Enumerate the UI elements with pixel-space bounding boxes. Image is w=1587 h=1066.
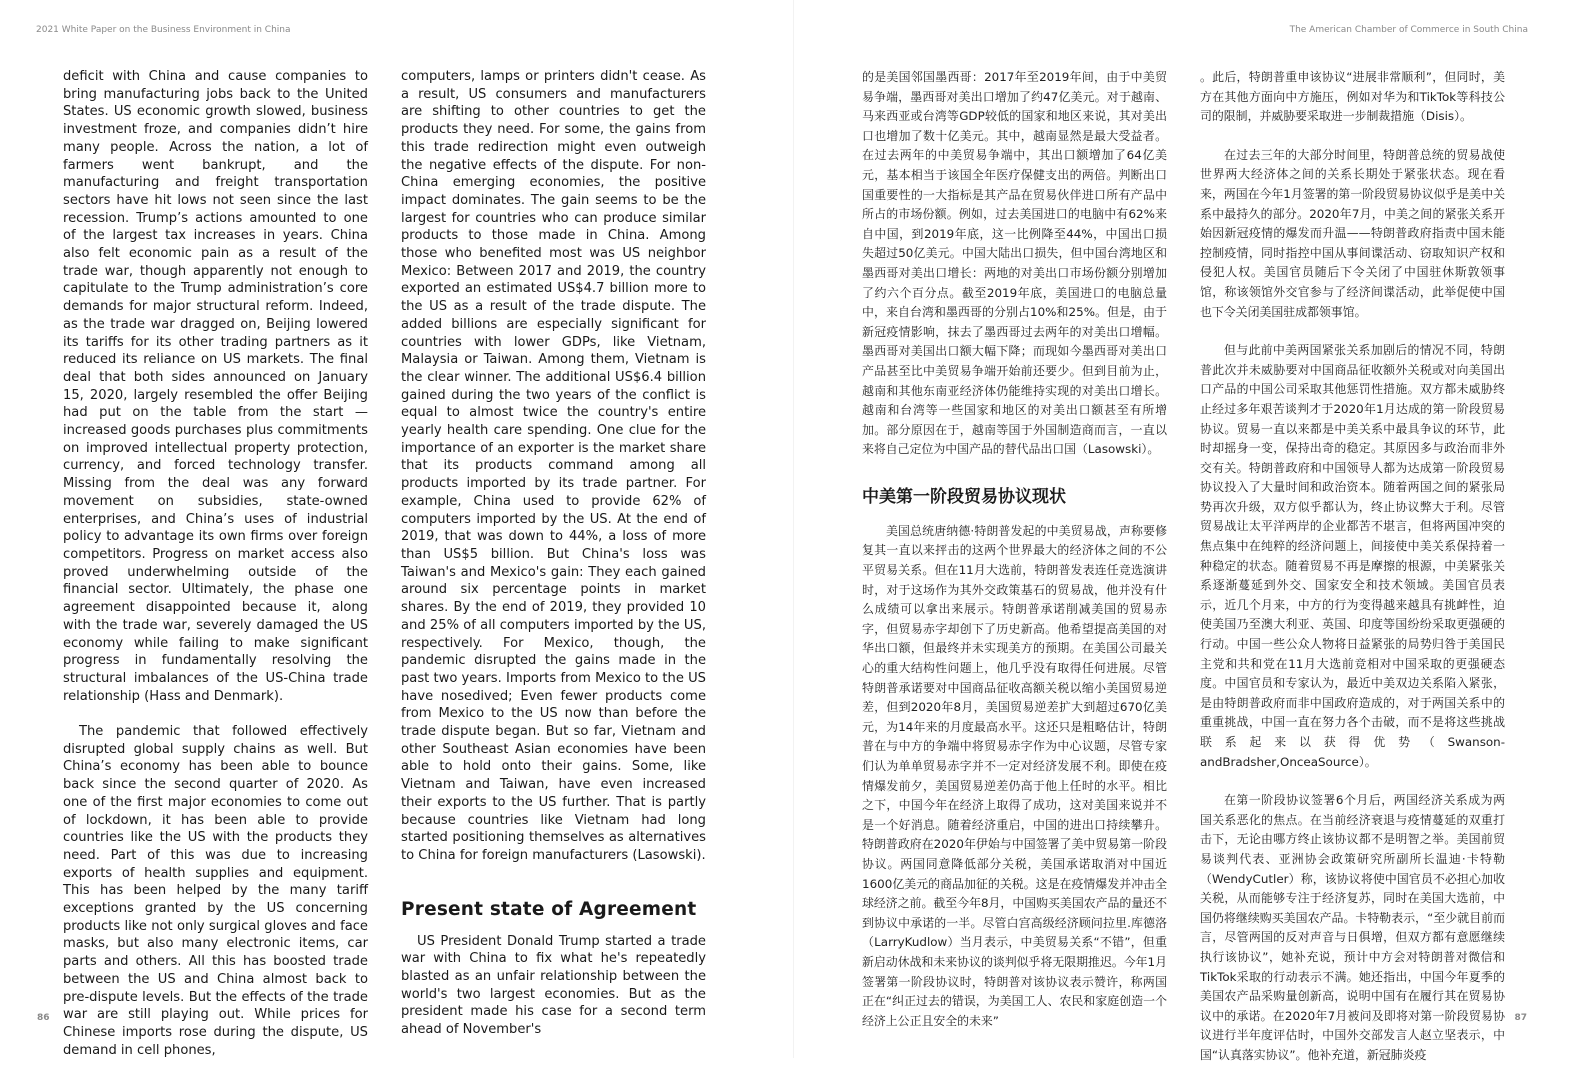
paragraph: 在过去三年的大部分时间里，特朗普总统的贸易战使世界两大经济体之间的关系长期处于紧张状态。现在看来，两国在今年1月签署的第一阶段贸易协议似乎是美中关系中最持久的部分。2020年7月，中美之间的紧张关系开始因新冠疫情的爆发而升温——特朗普政府指责中国未能控制疫情，同时指控中国从事间谍活动、窃取知识产权和侵犯人权。美国官员随后下令关闭了中国驻休斯敦领事馆，称该领馆外交官参与了经济间谍活动，此举促使中国也下令关闭美国驻成都领事馆。	[1200, 147, 1505, 319]
section-heading: 中美第一阶段贸易协议现状	[862, 486, 1066, 507]
paragraph: 美国总统唐纳德·特朗普发起的中美贸易战，声称要修复其一直以来抨击的这两个世界最大的经济体之间的不公平贸易关系。但在11月大选前，特朗普发表连任竞选演讲时，对于这场作为其外交政策基石的贸易战，他并没有什么成绩可以拿出来展示。特朗普承诺削减美国的贸易赤字，但贸易赤字却创下了历史新高。他希望提高美国的对华出口额，但最终并未实现美方的预期。在美国公司最关心的重大结构性问题上，他几乎没有取得任何进展。尽管特朗普承诺要对中国商品征收高额关税以缩小美国贸易逆差，但到2020年8月，美国贸易逆差扩大到超过670亿美元，为14年来的月度最高水平。这还只是粗略估计，特朗普在与中方的争端中将贸易赤字作为中心议题，尽管专家们认为单单贸易赤字并不一定对经济发展不利。即使在疫情爆发前夕，美国贸易逆差仍高于他上任时的水平。相比之下，中国今年在经济上取得了成功，这对美国来说并不是一个好消息。随着经济重启，中国的进出口持续攀升。特朗普政府在2020年伊始与中国签署了美中贸易第一阶段协议。两国同意降低部分关税，美国承诺取消对中国近1600亿美元的商品加征的关税。这是在疫情爆发并冲击全球经济之前。截至今年8月，中国购买美国农产品的量还不到协议中承诺的一半。尽管白宫高级经济顾问拉里.库德洛（LarryKudlow）当月表示，中美贸易关系“不错”，但重新启动休战和未来协议的谈判似乎将无限期推迟。今年1月签署第一阶段协议时，特朗普对该协议表示赞许，称两国正在“纠正过去的错误，为美国工人、农民和家庭创造一个经济上公正且安全的未来”	[862, 523, 1167, 1028]
paragraph: 。此后，特朗普重申该协议“进展非常顺利”，但同时，美方在其他方面向中方施压，例如对华为和TikTok等科技公司的限制，并威胁要采取进一步制裁措施（Disis）。	[1200, 70, 1505, 124]
paragraph: 但与此前中美两国紧张关系加剧后的情况不同，特朗普此次并未威胁要对中国商品征收额外关税或对向美国出口产品的中国公司采取其他惩罚性措施。双方都未威胁终止经过多年艰苦谈判才于2020年1月达成的第一阶段贸易协议。贸易一直以来都是中美关系中最具争议的环节，此时却摇身一变，保持出奇的稳定。其原因多与政治而非外交有关。特朗普政府和中国领导人都为达成第一阶段贸易协议投入了大量时间和政治资本。随着两国之间的紧张局势再次升级，双方似乎都认为，终止协议弊大于利。尽管贸易战让太平洋两岸的企业都苦不堪言，但将两国冲突的焦点集中在纯粹的经济问题上，间接使中美关系保持着一种稳定的状态。随着贸易不再是摩擦的根源，中美紧张关系逐渐蔓延到外交、国家安全和技术领域。美国官员表示，近几个月来，中方的行为变得越来越具有挑衅性，迫使美国乃至澳大利亚、英国、印度等国纷纷采取更强硬的行动。中国一些公众人物将日益紧张的局势归咎于美国民主党和共和党在11月大选前竞相对中国采取的更强硬态度。中国官员和专家认为，最近中美双边关系陷入紧张，是由特朗普政府而非中国政府造成的，对于两国关系中的重重挑战，中国一直在努力各个击破，而不是将这些挑战联系起来以获得优势（Swanson-andBradsher,OnceaSource）。	[1200, 343, 1505, 769]
running-head-left: 2021 White Paper on the Business Environment in China	[36, 25, 291, 35]
right-column-1	[862, 68, 1167, 1031]
paragraph: deficit with China and cause companies to bring manufacturing jobs back to the United States. US economic growth slowed, business investment froze, and companies didn’t hire many people. Across the nation, a lot of farmers went bankrupt, and the manufacturing and freight transportation sectors have hit lows not seen since the last recession. Trump’s actions amounted to one of the largest tax increases in years. China also felt economic pain as a result of the trade war, though apparently not enough to capitulate to the Trump administration’s core demands for major structural reform. Indeed, as the trade war dragged on, Beijing lowered its tariffs for its other trading partners as it reduced its reliance on US markets. The final deal that both sides announced on January 15, 2020, largely resembled the offer Beijing had put on the table from the start — increased goods purchases plus commitments on improved intellectual property protection, currency, and forced technology transfer. Missing from the deal was any forward movement on subsidies, state-owned enterprises, and China’s uses of industrial policy to advantage its own firms over foreign competitors. Progress on market access also proved underwhelming outside of the financial sector. Ultimately, the phase one agreement disappointed because it, along with the trade war, severely damaged the US economy while failing to make significant progress in fundamentally resolving the structural imbalances of the US-China trade relationship (Hass and Denmark).	[63, 69, 368, 704]
page-number-right: 87	[1514, 1013, 1527, 1023]
left-column-1	[63, 68, 368, 1059]
paragraph: 的是美国邻国墨西哥：2017年至2019年间，由于中美贸易争端，墨西哥对美出口增加了约47亿美元。对于越南、马来西亚或台湾等GDP较低的国家和地区来说，其对美出口也增加了数十亿美元。其中，越南显然是最大受益者。在过去两年的中美贸易争端中，其出口额增加了64亿美元，基本相当于该国全年医疗保健支出的两倍。判断出口国重要性的一大指标是其产品在贸易伙伴进口所有产品中所占的市场份额。例如，过去美国进口的电脑中有62%来自中国，到2019年底，这一比例降至44%，中国出口损失超过50亿美元。中国大陆出口损失，但中国台湾地区和墨西哥对美出口增长：两地的对美出口市场份额分别增加了约六个百分点。截至2019年底，美国进口的电脑总量中，来自台湾和墨西哥的分别占10%和25%。但是，由于新冠疫情影响，抹去了墨西哥过去两年的对美出口增幅。墨西哥对美国出口额大幅下降；而现如今墨西哥对美出口产品甚至比中美贸易争端开始前还要少。但到目前为止，越南和其他东南亚经济体仍能维持实现的对美出口增长。越南和台湾等一些国家和地区的对美出口额甚至有所增加。部分原因在于，越南等国于外国制造商而言，一直以来将自己定位为中国产品的替代品出口国（Lasowski）。	[862, 70, 1167, 457]
paragraph: 在第一阶段协议签署6个月后，两国经济关系成为两国关系恶化的焦点。在当前经济衰退与疫情蔓延的双重打击下，无论由哪方终止该协议都不是明智之举。美国前贸易谈判代表、亚洲协会政策研究所副所长温迪·卡特勒（WendyCutler）称，该协议将使中国官员不必担心加收关税，从而能够专注于经济复苏，同时在美国大选前，中国仍将继续购买美国农产品。卡特勒表示，“至少就目前而言，尽管两国的反对声音与日俱增，但双方都有意愿继续执行该协议”，她补充说，预计中方会对特朗普对微信和TikTok采取的行动表示不满。她还指出，中国今年夏季的美国农产品采购量创新高，说明中国有在履行其在贸易协议中的承诺。在2020年7月被问及即将对第一阶段贸易协议进行半年度评估时，中国外交部发言人赵立坚表示，中国“认真落实协议”。他补充道，新冠肺炎疫	[1200, 793, 1505, 1062]
paragraph: US President Donald Trump started a trade war with China to fix what he's repeatedly blasted as an unfair relationship between the world's two largest economies. But as the president made his case for a second term ahead of November's	[401, 933, 706, 1038]
paragraph: The pandemic that followed effectively disrupted global supply chains as well. But China’s economy has been able to bounce back since the second quarter of 2020. As one of the first major economies to come out of lockdown, it has been able to provide countries like the US with the products they need. Part of this was due to increasing exports of health supplies and equipment. This has been helped by the many tariff exceptions granted by the US concerning products like not only surgical gloves and face masks, but also many electronic items, car parts and others. All this has boosted trade between the US and China almost back to pre-dispute levels. But the effects of the trade war are still playing out. While prices for Chinese imports rose during the dispute, US demand in cell phones,	[63, 724, 368, 1058]
running-head-right: The American Chamber of Commerce in South China	[1289, 25, 1528, 35]
left-page	[0, 0, 793, 1058]
right-column-2	[1200, 68, 1505, 1066]
left-column-2	[401, 68, 706, 1039]
right-page	[794, 0, 1587, 1062]
section-heading: Present state of Agreement	[401, 898, 697, 920]
paragraph: computers, lamps or printers didn't cease. As a result, US consumers and manufacturers are shifting to other countries to get the products they need. For some, the gains from this trade redirection might even outweigh the negative effects of the dispute. For non-China emerging economies, the positive impact dominates. The gain seems to be the largest for countries who can produce similar products to those made in China. Among those who benefited most was US neighbor Mexico: Between 2017 and 2019, the country exported an estimated US$4.7 billion more to the US as a result of the trade dispute. The added billions are especially significant for countries with lower GDPs, like Vietnam, Malaysia or Taiwan. Among them, Vietnam is the clear winner. The additional US$6.4 billion gained during the two years of the conflict is equal to almost twice the country's entire yearly health care spending. One clue for the importance of an exporter is the market share that its products command among all products imported by its trade partner. For example, China used to provide 62% of computers imported by the US. At the end of 2019, that was down to 44%, a loss of more than US$5 billion. But China's loss was Taiwan's and Mexico's gain: They each gained around six percentage points in market shares. By the end of 2019, they provided 10 and 25% of all computers imported by the US, respectively. For Mexico, though, the pandemic disrupted the gains made in the past two years. Imports from Mexico to the US have nosedived; Even fewer products come from Mexico to the US now than before the trade dispute began. But so far, Vietnam and other Southeast Asian economies have been able to hold onto their gains. Some, like Vietnam and Taiwan, have even increased their exports to the US further. That is partly because countries like Vietnam had long started positioning themselves as alternatives to China for foreign manufacturers (Lasowski).	[401, 69, 706, 863]
page-number-left: 86	[37, 1013, 50, 1023]
